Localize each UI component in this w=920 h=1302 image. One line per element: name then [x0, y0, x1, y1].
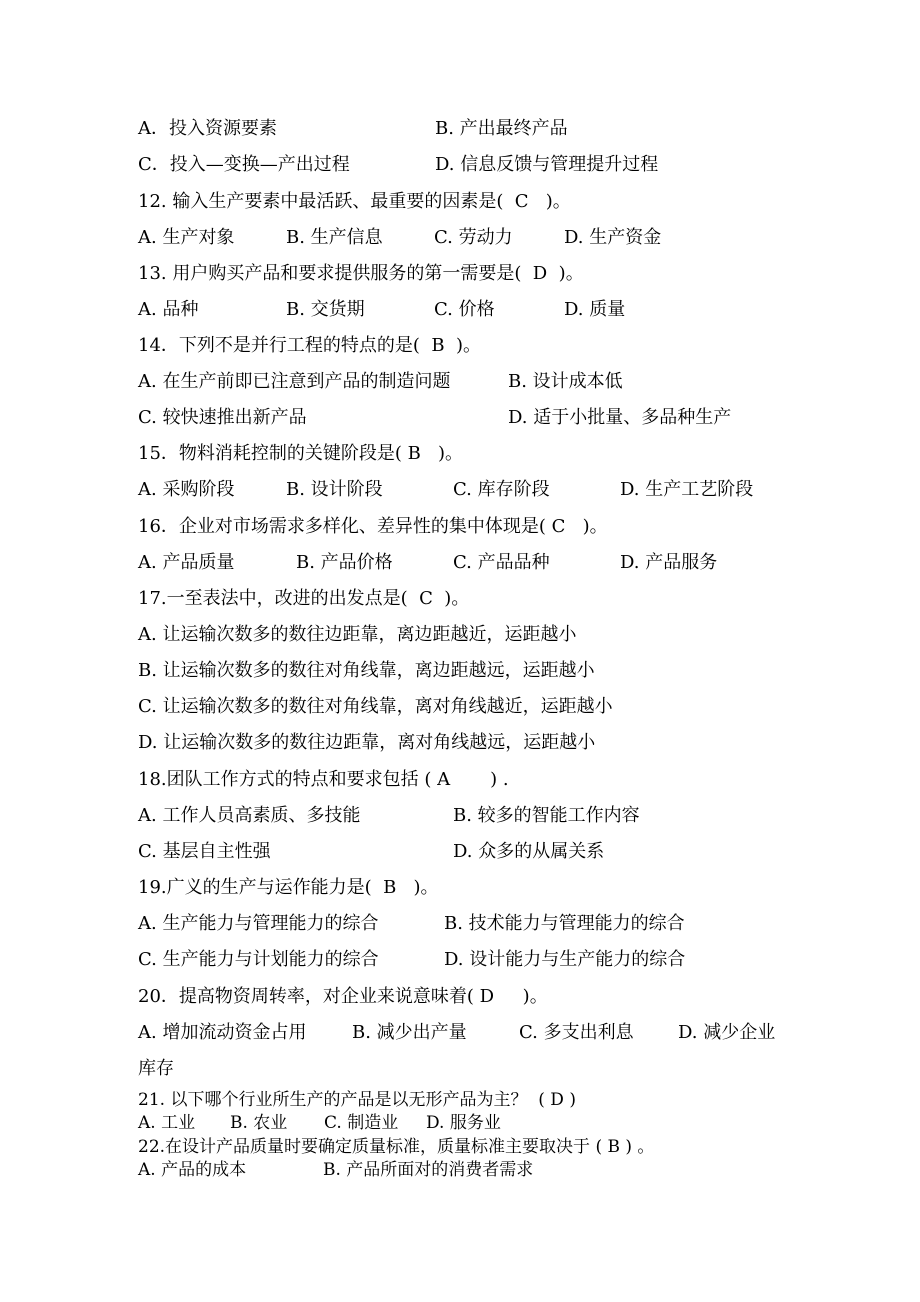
question-16: 16．企业对市场需求多样化、差异性的集中体现是( C )。	[138, 516, 608, 537]
option-c: C. 价格	[434, 299, 495, 320]
option-b: B. 产出最终产品	[435, 118, 568, 139]
option-a: A．投入资源要素	[138, 118, 277, 139]
option-c: C. 库存阶段	[453, 479, 550, 500]
option-b: B. 产品价格	[296, 552, 393, 573]
option-d: D. 服务业	[426, 1113, 501, 1133]
option-b: B. 设计成本低	[508, 371, 623, 392]
question-22: 22.在设计产品质量时要确定质量标准，质量标准主要取决于 ( B ) 。	[138, 1137, 655, 1157]
question-15: 15．物料消耗控制的关键阶段是( B )。	[138, 443, 464, 464]
option-b: B. 技术能力与管理能力的综合	[444, 913, 685, 934]
option-d: D. 生产工艺阶段	[620, 479, 754, 500]
option-c: C. 让运输次数多的数往对角线靠，离对角线越近，运距越小	[138, 696, 613, 717]
question-13: 13. 用户购买产品和要求提供服务的第一需要是( D )。	[138, 263, 584, 284]
option-c: C. 产品品种	[453, 552, 550, 573]
option-d: D. 让运输次数多的数往边距靠，离对角线越远，运距越小	[138, 732, 596, 753]
option-c: C. 生产能力与计划能力的综合	[138, 949, 379, 970]
option-d: D. 产品服务	[620, 552, 718, 573]
option-d: D. 减少企业	[678, 1022, 776, 1043]
option-c: C. 多支出利息	[519, 1022, 634, 1043]
option-b: B. 农业	[230, 1113, 288, 1133]
option-a: A. 让运输次数多的数往边距靠，离边距越近，运距越小	[138, 624, 577, 645]
option-d: D. 设计能力与生产能力的综合	[444, 949, 686, 970]
option-b: B. 设计阶段	[286, 479, 383, 500]
option-a: A. 生产能力与管理能力的综合	[138, 913, 379, 934]
question-12: 12. 输入生产要素中最活跃、最重要的因素是( C )。	[138, 191, 571, 212]
wrapped-text: 库存	[138, 1058, 174, 1079]
option-a: A. 品种	[138, 299, 199, 320]
option-a: A. 增加流动资金占用	[138, 1022, 307, 1043]
option-a: A. 工作人员高素质、多技能	[138, 805, 361, 826]
option-a: A. 生产对象	[138, 227, 235, 248]
option-c: C. 劳动力	[434, 227, 513, 248]
option-b: B. 让运输次数多的数往对角线靠，离边距越远，运距越小	[138, 660, 595, 681]
option-a: A. 产品质量	[138, 552, 235, 573]
option-b: B. 生产信息	[286, 227, 383, 248]
question-18: 18.团队工作方式的特点和要求包括 ( A ) .	[138, 769, 509, 790]
option-a: A. 采购阶段	[138, 479, 235, 500]
option-c: C. 制造业	[324, 1113, 399, 1133]
question-17: 17.一至表法中，改进的出发点是( C )。	[138, 588, 470, 609]
option-b: B. 较多的智能工作内容	[453, 805, 640, 826]
option-a: A. 在生产前即已注意到产品的制造问题	[138, 371, 451, 392]
option-d: D. 信息反馈与管理提升过程	[435, 154, 659, 175]
option-row	[138, 1159, 534, 1247]
question-20: 20．提高物资周转率，对企业来说意味着( D )。	[138, 986, 548, 1007]
option-c: C. 较快速推出新产品	[138, 407, 307, 428]
option-b: B. 减少出产量	[352, 1022, 467, 1043]
option-b: B. 产品所面对的消费者需求	[323, 1160, 534, 1180]
option-d: D. 质量	[564, 299, 626, 320]
question-14: 14．下列不是并行工程的特点的是( B )。	[138, 335, 482, 356]
option-a: A. 产品的成本	[138, 1160, 247, 1180]
option-b: B. 交货期	[286, 299, 365, 320]
option-a: A. 工业	[138, 1113, 196, 1133]
option-c: C．投入—变换—产出过程	[138, 154, 350, 175]
option-d: D. 适于小批量、多品种生产	[508, 407, 732, 428]
option-c: C. 基层自主性强	[138, 841, 271, 862]
question-21: 21. 以下哪个行业所生产的产品是以无形产品为主？ ( D )	[138, 1090, 576, 1110]
option-d: D. 众多的从属关系	[453, 841, 605, 862]
question-19: 19.广义的生产与运作能力是( B )。	[138, 877, 439, 898]
option-d: D. 生产资金	[564, 227, 662, 248]
